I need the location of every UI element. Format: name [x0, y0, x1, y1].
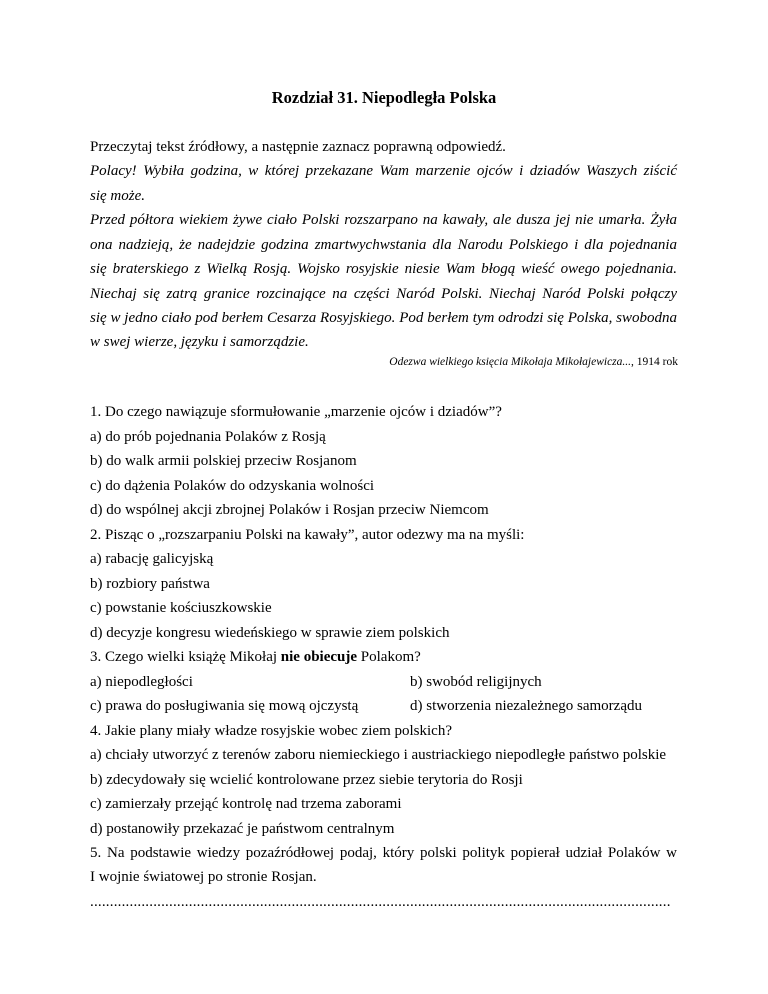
question-2: 2. Pisząc o „rozszarpaniu Polski na kawały”, autor odezwy ma na myśli:	[90, 527, 525, 543]
question-3-text: 3. Czego wielki książę Mikołaj	[90, 649, 281, 665]
source-line: Przed półtora wiekiem żywe ciało Polski rozszarpano na kawały, ale dusza jej nie umarła. Żyła	[90, 212, 677, 228]
answer-option: c) powstanie kościuszkowskie	[90, 600, 272, 616]
answer-option: a) niepodległości	[90, 674, 193, 690]
source-line: się w jedno ciało pod berłem Cesarza Rosyjskiego. Pod berłem tym odrodzi się Polska, swobodna	[90, 310, 677, 326]
question-3	[90, 648, 421, 666]
question-4: 4. Jakie plany miały władze rosyjskie wobec ziem polskich?	[90, 723, 452, 739]
question-3-emphasis: nie obiecuje	[280, 649, 358, 665]
answer-option: d) stworzenia niezależnego samorządu	[410, 698, 642, 714]
question-5-continued: I wojnie światowej po stronie Rosjan.	[90, 869, 317, 885]
answer-option: d) do wspólnej akcji zbrojnej Polaków i Rosjan przeciw Niemcom	[90, 502, 489, 518]
answer-option: b) zdecydowały się wcielić kontrolowane przez siebie terytoria do Rosji	[90, 772, 523, 788]
source-line: się braterskiego z Wielką Rosją. Wojsko rosyjskie niesie Wam błogą wieść owego pojednania.	[90, 261, 677, 277]
source-line: się może.	[90, 188, 145, 204]
answer-option: d) postanowiły przekazać je państwom centralnym	[90, 821, 395, 837]
answer-option: b) swobód religijnych	[410, 674, 542, 690]
instruction-text: Przeczytaj tekst źródłowy, a następnie zaznacz poprawną odpowiedź.	[90, 139, 506, 155]
answer-option: b) do walk armii polskiej przeciw Rosjanom	[90, 453, 357, 469]
question-1: 1. Do czego nawiązuje sformułowanie „marzenie ojców i dziadów”?	[90, 404, 502, 420]
answer-option: d) decyzje kongresu wiedeńskiego w sprawie ziem polskich	[90, 625, 450, 641]
answer-option: a) chciały utworzyć z terenów zaboru niemieckiego i austriackiego niepodległe państwo polskie	[90, 747, 667, 763]
source-line: w swej wierze, języku i samorządzie.	[90, 334, 309, 350]
source-line: Polacy! Wybiła godzina, w której przekazane Wam marzenie ojców i dziadów Waszych ziścić	[90, 163, 677, 179]
question-5: 5. Na podstawie wiedzy pozaźródłowej podaj, który polski polityk popierał udział Polaków w	[90, 845, 677, 861]
source-citation-title: Odezwa wielkiego księcia Mikołaja Mikołajewicza...	[389, 356, 632, 368]
source-line: ona nadzieją, że nadejdzie godzina zmartwychwstania dla Narodu Polskiego i dla pojednania	[90, 237, 677, 253]
answer-option: a) rabację galicyjską	[90, 551, 214, 567]
answer-option: a) do prób pojednania Polaków z Rosją	[90, 429, 326, 445]
answer-line[interactable]: ...................................................................................................................................................	[90, 894, 671, 910]
answer-option: c) zamierzały przejąć kontrolę nad trzema zaborami	[90, 796, 402, 812]
answer-option: c) do dążenia Polaków do odzyskania wolności	[90, 478, 375, 494]
answer-option: b) rozbiory państwa	[90, 576, 210, 592]
source-line: Niechaj się zatrą granice rozcinające na części Naród Polski. Niechaj Naród Polski połączy	[90, 286, 677, 302]
answer-option: c) prawa do posługiwania się mową ojczystą	[90, 698, 359, 714]
source-citation	[389, 356, 678, 368]
source-citation-year: , 1914 rok	[631, 356, 678, 368]
page-title: Rozdział 31. Niepodległa Polska	[271, 88, 497, 107]
question-3-text-end: Polakom?	[357, 649, 421, 665]
